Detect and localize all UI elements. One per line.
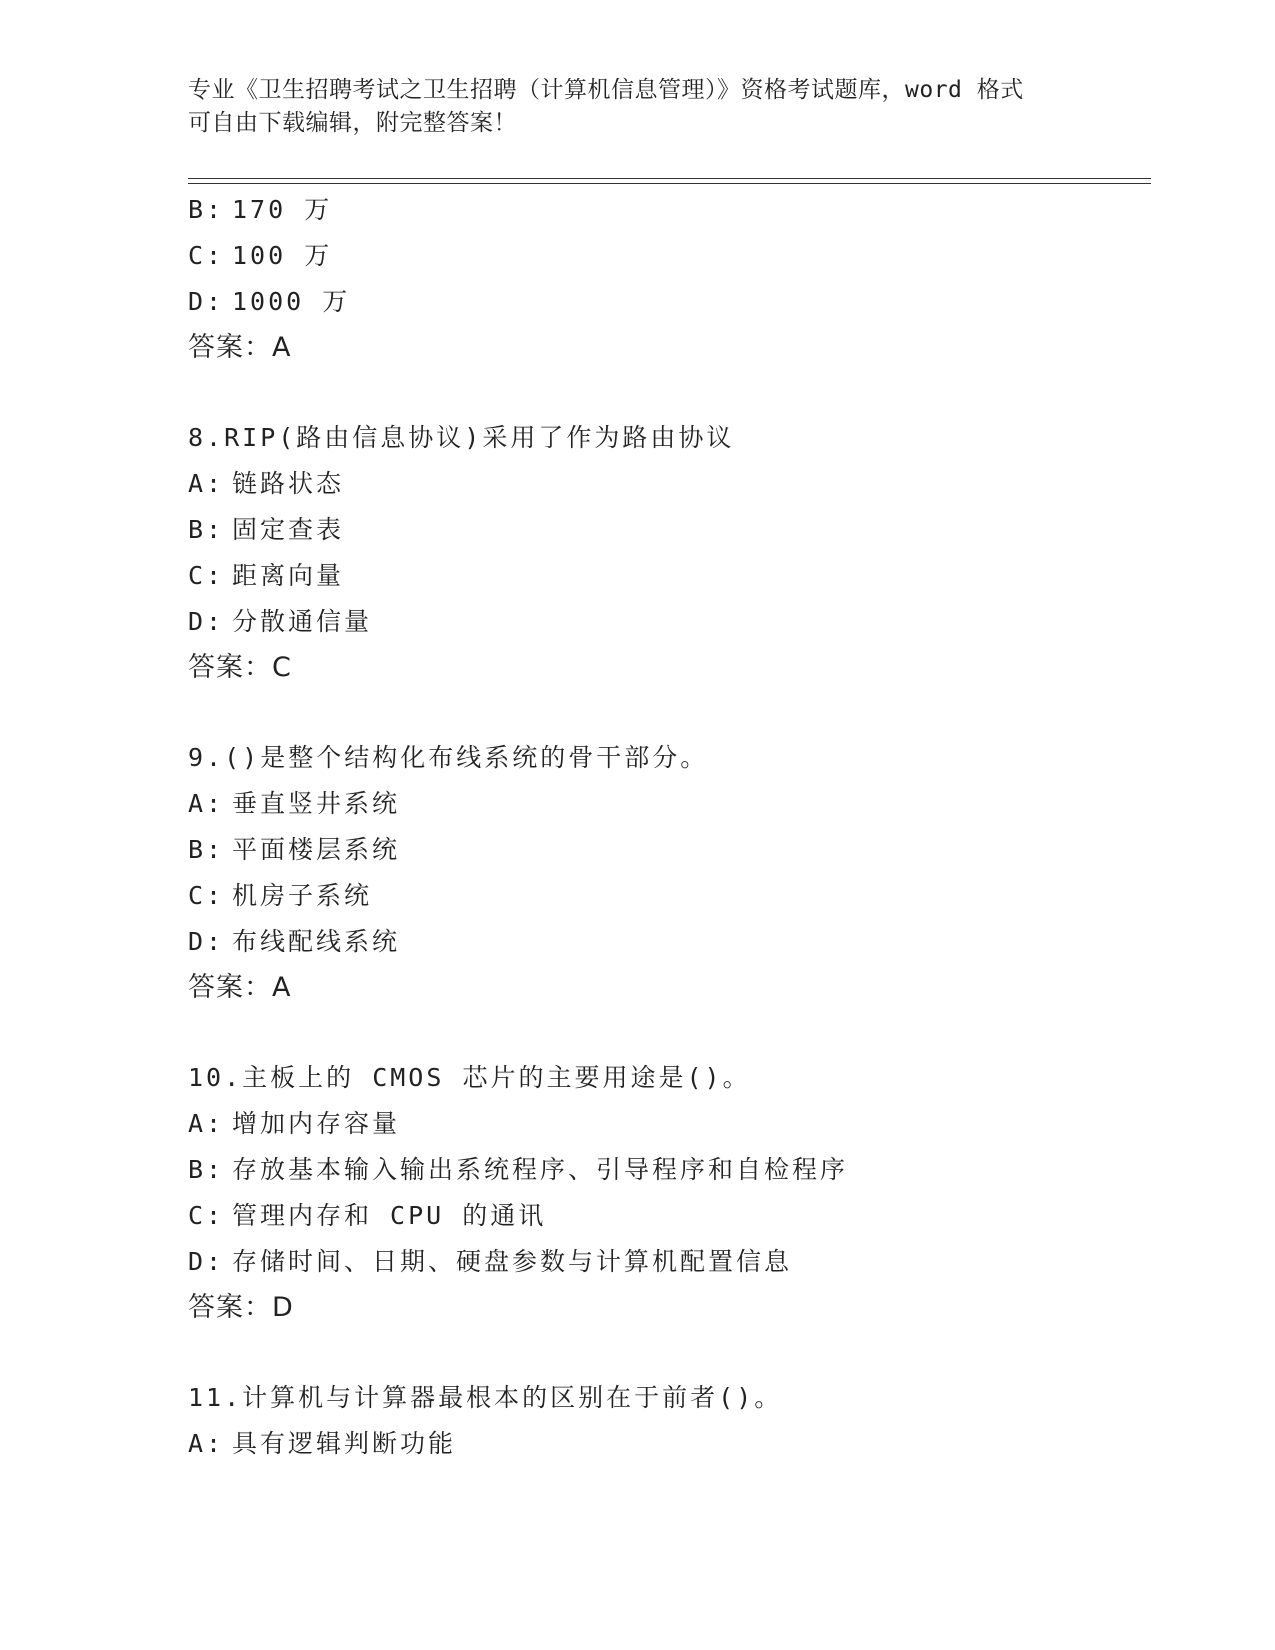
option-row — [188, 233, 1148, 279]
option-label: D: — [188, 287, 225, 316]
option-label: D: — [188, 927, 225, 956]
option-label: A: — [188, 1429, 225, 1458]
option-row — [188, 187, 1148, 233]
option-row — [188, 507, 1148, 553]
question-stem: 8.RIP(路由信息协议)采用了作为路由协议 — [188, 423, 735, 452]
answer-line: 答案：A — [188, 332, 292, 363]
option-text: 存储时间、日期、硬盘参数与计算机配置信息 — [232, 1247, 793, 1276]
option-row — [188, 1147, 1148, 1193]
option-text: 布线配线系统 — [232, 927, 401, 956]
option-row — [188, 1421, 1148, 1467]
header-line-2: 可自由下载编辑，附完整答案！ — [188, 110, 517, 136]
option-text: 1000 万 — [232, 287, 351, 316]
option-text: 距离向量 — [232, 561, 345, 590]
option-text: 100 万 — [232, 241, 333, 270]
answer-line: 答案：A — [188, 972, 292, 1003]
option-label: B: — [188, 835, 225, 864]
option-text: 固定查表 — [232, 515, 345, 544]
question-9 — [188, 735, 1148, 1011]
option-text: 存放基本输入输出系统程序、引导程序和自检程序 — [232, 1155, 849, 1184]
option-row — [188, 1239, 1148, 1285]
option-label: D: — [188, 1247, 225, 1276]
option-label: A: — [188, 1109, 225, 1138]
option-label: C: — [188, 881, 225, 910]
option-text: 具有逻辑判断功能 — [232, 1429, 457, 1458]
option-row — [188, 1193, 1148, 1239]
question-8 — [188, 415, 1148, 691]
answer-line: 答案：C — [188, 652, 292, 683]
question-11 — [188, 1375, 1148, 1467]
option-text: 链路状态 — [232, 469, 345, 498]
question-stem: 11.计算机与计算器最根本的区别在于前者()。 — [188, 1383, 783, 1412]
option-text: 增加内存容量 — [232, 1109, 401, 1138]
question-stem: 10.主板上的 CMOS 芯片的主要用途是()。 — [188, 1063, 751, 1092]
question-7-continued — [188, 187, 1148, 371]
option-row — [188, 827, 1148, 873]
option-label: B: — [188, 515, 225, 544]
option-row — [188, 781, 1148, 827]
option-row — [188, 279, 1148, 325]
document-header — [188, 74, 1088, 140]
option-label: A: — [188, 469, 225, 498]
option-row — [188, 873, 1148, 919]
option-text: 平面楼层系统 — [232, 835, 401, 864]
option-text: 垂直竖井系统 — [232, 789, 401, 818]
option-row — [188, 1101, 1148, 1147]
header-line-1: 专业《卫生招聘考试之卫生招聘（计算机信息管理）》资格考试题库，word 格式 — [188, 77, 1024, 103]
option-text: 机房子系统 — [232, 881, 373, 910]
answer-line: 答案：D — [188, 1292, 294, 1323]
option-label: B: — [188, 1155, 225, 1184]
question-stem: 9.()是整个结构化布线系统的骨干部分。 — [188, 743, 709, 772]
option-label: B: — [188, 195, 225, 224]
document-body — [188, 187, 1148, 1467]
option-label: C: — [188, 1201, 225, 1230]
option-text: 管理内存和 CPU 的通讯 — [232, 1201, 547, 1230]
header-divider-bottom — [188, 183, 1151, 184]
option-label: D: — [188, 607, 225, 636]
question-10 — [188, 1055, 1148, 1331]
header-divider-top — [188, 178, 1151, 179]
option-row — [188, 599, 1148, 645]
option-row — [188, 919, 1148, 965]
option-text: 170 万 — [232, 195, 333, 224]
option-row — [188, 461, 1148, 507]
option-label: A: — [188, 789, 225, 818]
option-row — [188, 553, 1148, 599]
option-text: 分散通信量 — [232, 607, 373, 636]
option-label: C: — [188, 561, 225, 590]
option-label: C: — [188, 241, 225, 270]
